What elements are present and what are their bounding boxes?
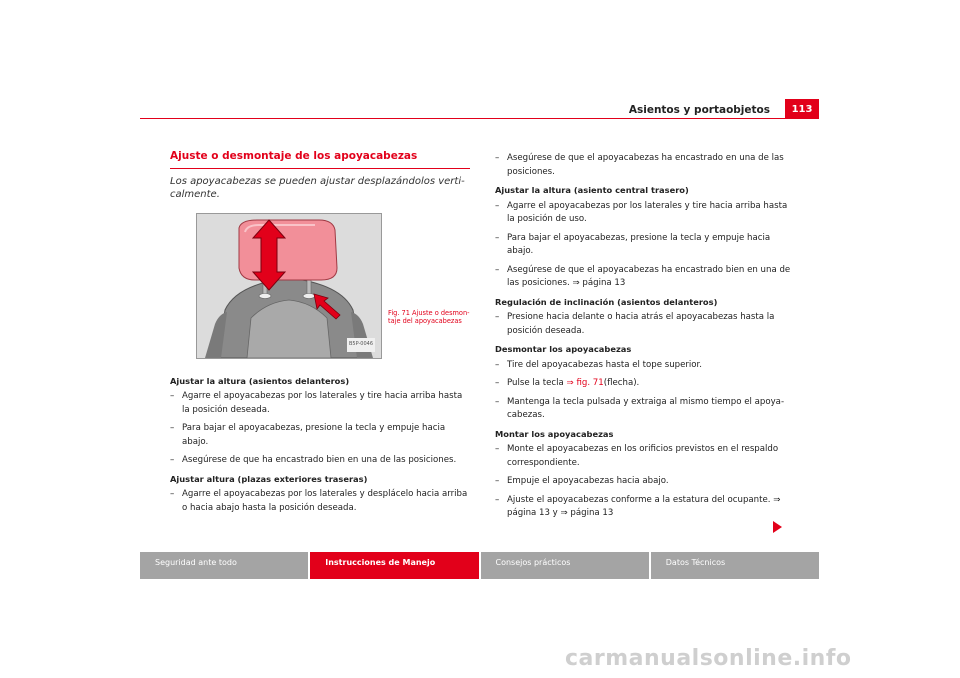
list-item: – Ajuste el apoyacabezas conforme a la estatura del ocupante. ⇒ página 13 y ⇒ página 13 [495,494,795,521]
headrest-illustration [197,214,381,358]
left-column [170,150,470,520]
right-column [495,152,795,526]
list-item: – Agarre el apoyacabezas por los laterales y tire hacia arriba hasta la posición deseada. [170,390,470,417]
figure-code: B5P-0046 [347,338,375,352]
section-rule [170,168,470,169]
list-item: – Agarre el apoyacabezas por los laterales y tire hacia arriba hasta la posición de uso. [495,200,795,227]
list-item: – Empuje el apoyacabezas hacia abajo. [495,475,795,489]
subheading-front-height: Ajustar la altura (asientos delanteros) [170,375,350,386]
list-item: – Para bajar el apoyacabezas, presione la tecla y empuje hacia abajo. [170,422,470,449]
figure-link[interactable]: ⇒ fig. 71 [566,378,604,388]
list-item: – Asegúrese de que ha encastrado bien en una de las posiciones. [170,454,470,468]
footer-nav [140,552,819,579]
continue-arrow-icon [773,521,782,533]
list-item-text: (flecha). [603,378,640,388]
list-item [495,377,795,391]
subheading-remove: Desmontar los apoyacabezas [495,344,632,354]
figure-row [170,213,470,357]
list-item: – Mantenga la tecla pulsada y extraiga al mismo tiempo el apoya-cabezas. [495,396,795,423]
chapter-title: Asientos y portaobjetos [628,104,770,116]
footer-tab-tips[interactable]: Consejos prácticos [481,552,649,579]
subheading-mount: Montar los apoyacabezas [495,428,614,439]
footer-tab-safety[interactable]: Seguridad ante todo [140,552,308,579]
figure-caption: Fig. 71 Ajuste o desmon-taje del apoyacabezas [388,308,470,325]
section-title: Ajuste o desmontaje de los apoyacabezas [170,150,418,162]
list-item: – Presione hacia delante o hacia atrás el apoyacabezas hasta la posición deseada. [495,311,795,338]
subheading-rear-outer-height: Ajustar altura (plazas exteriores traseras) [170,473,368,484]
list-item: – Agarre el apoyacabezas por los laterales y desplácelo hacia arriba o hacia abajo hasta la posición deseada. [170,488,470,515]
list-item: – Para bajar el apoyacabezas, presione la tecla y empuje hacia abajo. [495,232,795,259]
list-item: – Asegúrese de que el apoyacabezas ha encastrado en una de las posiciones. [495,152,795,179]
headrest-figure [196,213,382,359]
subheading-center-rear-height: Ajustar la altura (asiento central trasero) [495,185,689,195]
header-rule [140,118,819,119]
list-item: – Tire del apoyacabezas hasta el tope superior. [495,359,795,373]
watermark: carmanualsonline.info [565,646,852,671]
page-number: 113 [785,99,819,119]
footer-tab-technical[interactable]: Datos Técnicos [651,552,819,579]
footer-tab-operating[interactable]: Instrucciones de Manejo [310,552,478,579]
list-item: – Monte el apoyacabezas en los orificios previstos en el respaldo correspondiente. [495,443,795,470]
list-item: – Asegúrese de que el apoyacabezas ha encastrado bien en una de las posiciones. ⇒ página 13 [495,264,795,291]
list-item-text: Pulse la tecla [507,378,567,388]
section-intro: Los apoyacabezas se pueden ajustar desplazándolos verti-calmente. [170,175,465,200]
subheading-inclination: Regulación de inclinación (asientos delanteros) [495,296,718,307]
